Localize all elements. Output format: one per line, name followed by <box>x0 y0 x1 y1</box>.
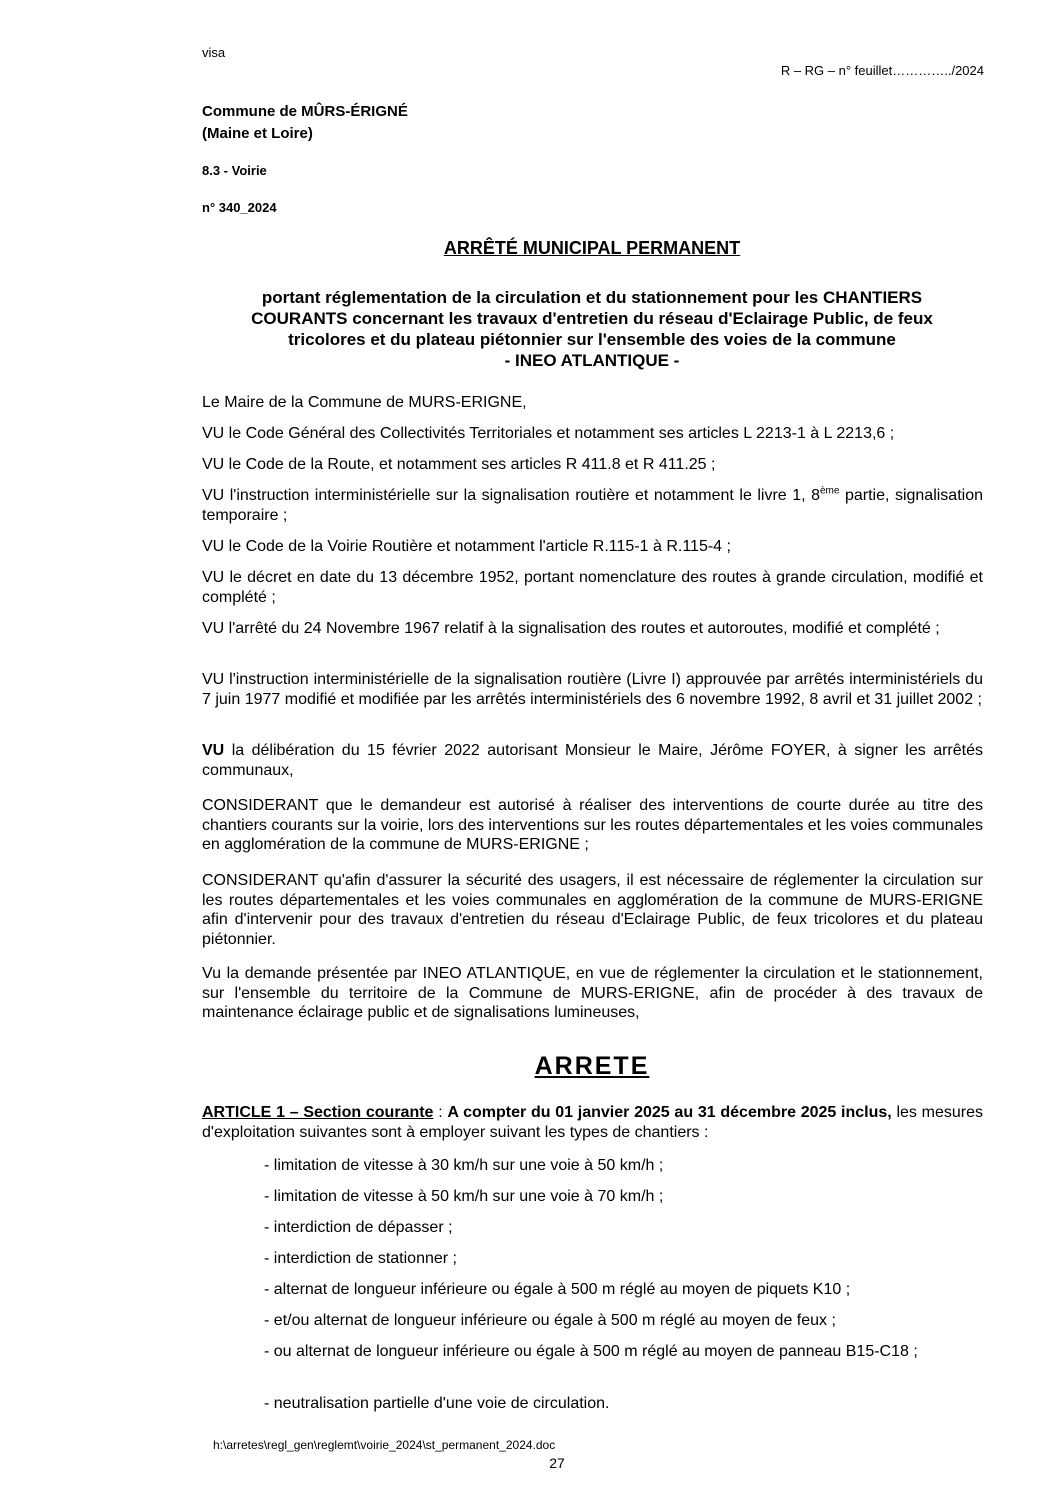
article-1-text: les mesures d'exploitation suivantes sont à employer suivant les types de chantiers : <box>202 1104 984 1141</box>
subtitle-line: - INEO ATLANTIQUE - <box>504 351 680 370</box>
preamble-instruction-text: VU l'instruction interministérielle sur la signalisation routière et notamment le livre 1, 8 <box>202 487 820 504</box>
article-1-label: ARTICLE 1 – Section courante <box>202 1104 434 1121</box>
list-item: - alternat de longueur inférieure ou égale à 500 m réglé au moyen de piquets K10 ; <box>264 1281 851 1298</box>
file-path: h:\arretes\regl_gen\reglemt\voirie_2024\st_permanent_2024.doc <box>213 1438 556 1452</box>
preamble-maire: Le Maire de la Commune de MURS-ERIGNE, <box>202 394 527 411</box>
list-item: - interdiction de stationner ; <box>264 1250 457 1267</box>
article-1-dates: A compter du 01 janvier 2025 au 31 décembre 2025 inclus, <box>447 1104 892 1121</box>
preamble-instruction-tail: partie, signalisation temporaire ; <box>202 487 983 524</box>
superscript-eme: ème <box>819 485 840 497</box>
list-item: - ou alternat de longueur inférieure ou égale à 500 m réglé au moyen de panneau B15-C18 ; <box>264 1343 918 1360</box>
arrete-heading: ARRETE <box>534 1052 650 1080</box>
preamble-cgct: VU le Code Général des Collectivités Territoriales et notamment ses articles L 2213-1 à L 2213,6 ; <box>202 425 895 442</box>
list-item: - et/ou alternat de longueur inférieure ou égale à 500 m réglé au moyen de feux ; <box>264 1312 836 1329</box>
subtitle-line: COURANTS concernant les travaux d'entretien du réseau d'Eclairage Public, de feux <box>251 309 933 328</box>
preamble-deliberation-text: la délibération du 15 février 2022 autorisant Monsieur le Maire, Jérôme FOYER, à signer les arrêtés communaux, <box>202 742 983 779</box>
preamble-instruction-livre1: VU l'instruction interministérielle de la signalisation routière (Livre I) approuvée par arrêtés interministériels du 7 juin 1977 modifié et modifiée par les arrêtés interministériels des 6 novembre 1992, 8 avril et 31 juillet 2002 ; <box>202 671 983 708</box>
category: 8.3 - Voirie <box>202 163 267 178</box>
departement: (Maine et Loire) <box>202 125 313 142</box>
considerant-1: CONSIDERANT que le demandeur est autorisé à réaliser des interventions de courte durée au titre des chantiers courants sur la voirie, lors des interventions sur les routes départementales et les voies communales en agglomération de la commune de MURS-ERIGNE ; <box>202 797 983 853</box>
decree-number: n° 340_2024 <box>202 200 277 215</box>
page-number: 27 <box>549 1455 565 1471</box>
commune-name: Commune de MÛRS-ÉRIGNÉ <box>202 103 408 120</box>
preamble-instruction <box>202 486 983 525</box>
list-item: - limitation de vitesse à 50 km/h sur une voie à 70 km/h ; <box>264 1188 664 1205</box>
list-item: - neutralisation partielle d'une voie de circulation. <box>264 1395 610 1412</box>
subtitle-line: tricolores et du plateau piétonnier sur l'ensemble des voies de la commune <box>288 330 896 349</box>
article-1-sep: : <box>433 1104 448 1121</box>
visa-label: visa <box>202 45 226 60</box>
list-item: - limitation de vitesse à 30 km/h sur une voie à 50 km/h ; <box>264 1157 664 1174</box>
preamble-code-voirie: VU le Code de la Voirie Routière et notamment l'article R.115-1 à R.115-4 ; <box>202 538 731 555</box>
vu-bold: VU <box>202 742 225 759</box>
preamble-decret: VU le décret en date du 13 décembre 1952, portant nomenclature des routes à grande circulation, modifié et complété ; <box>202 569 983 606</box>
vu-demande: Vu la demande présentée par INEO ATLANTIQUE, en vue de réglementer la circulation et le stationnement, sur l'ensemble du territoire de la Commune de MURS-ERIGNE, afin de procéder à des travaux de maintenance éclairage public et de signalisations lumineuses, <box>202 965 983 1021</box>
considerant-2: CONSIDERANT qu'afin d'assurer la sécurité des usagers, il est nécessaire de réglementer la circulation sur les routes départementales et les voies communales en agglomération de la commune de MURS-ERIGNE afin d'intervenir pour des travaux d'entretien du réseau d'Eclairage Public, de feux tricolores et du plateau piétonnier. <box>202 872 983 948</box>
article-1 <box>202 1103 983 1142</box>
preamble-code-route: VU le Code de la Route, et notamment ses articles R 411.8 et R 411.25 ; <box>202 456 716 473</box>
page-title: ARRÊTÉ MUNICIPAL PERMANENT <box>443 238 741 258</box>
list-item: - interdiction de dépasser ; <box>264 1219 453 1236</box>
subtitle <box>200 287 984 371</box>
sheet-reference: R – RG – n° feuillet…………../2024 <box>780 63 984 78</box>
preamble-deliberation <box>202 741 983 780</box>
preamble-arrete-1967: VU l'arrêté du 24 Novembre 1967 relatif à la signalisation des routes et autoroutes, modifié et complété ; <box>202 620 940 637</box>
subtitle-line: portant réglementation de la circulation et du stationnement pour les CHANTIERS <box>261 288 923 307</box>
